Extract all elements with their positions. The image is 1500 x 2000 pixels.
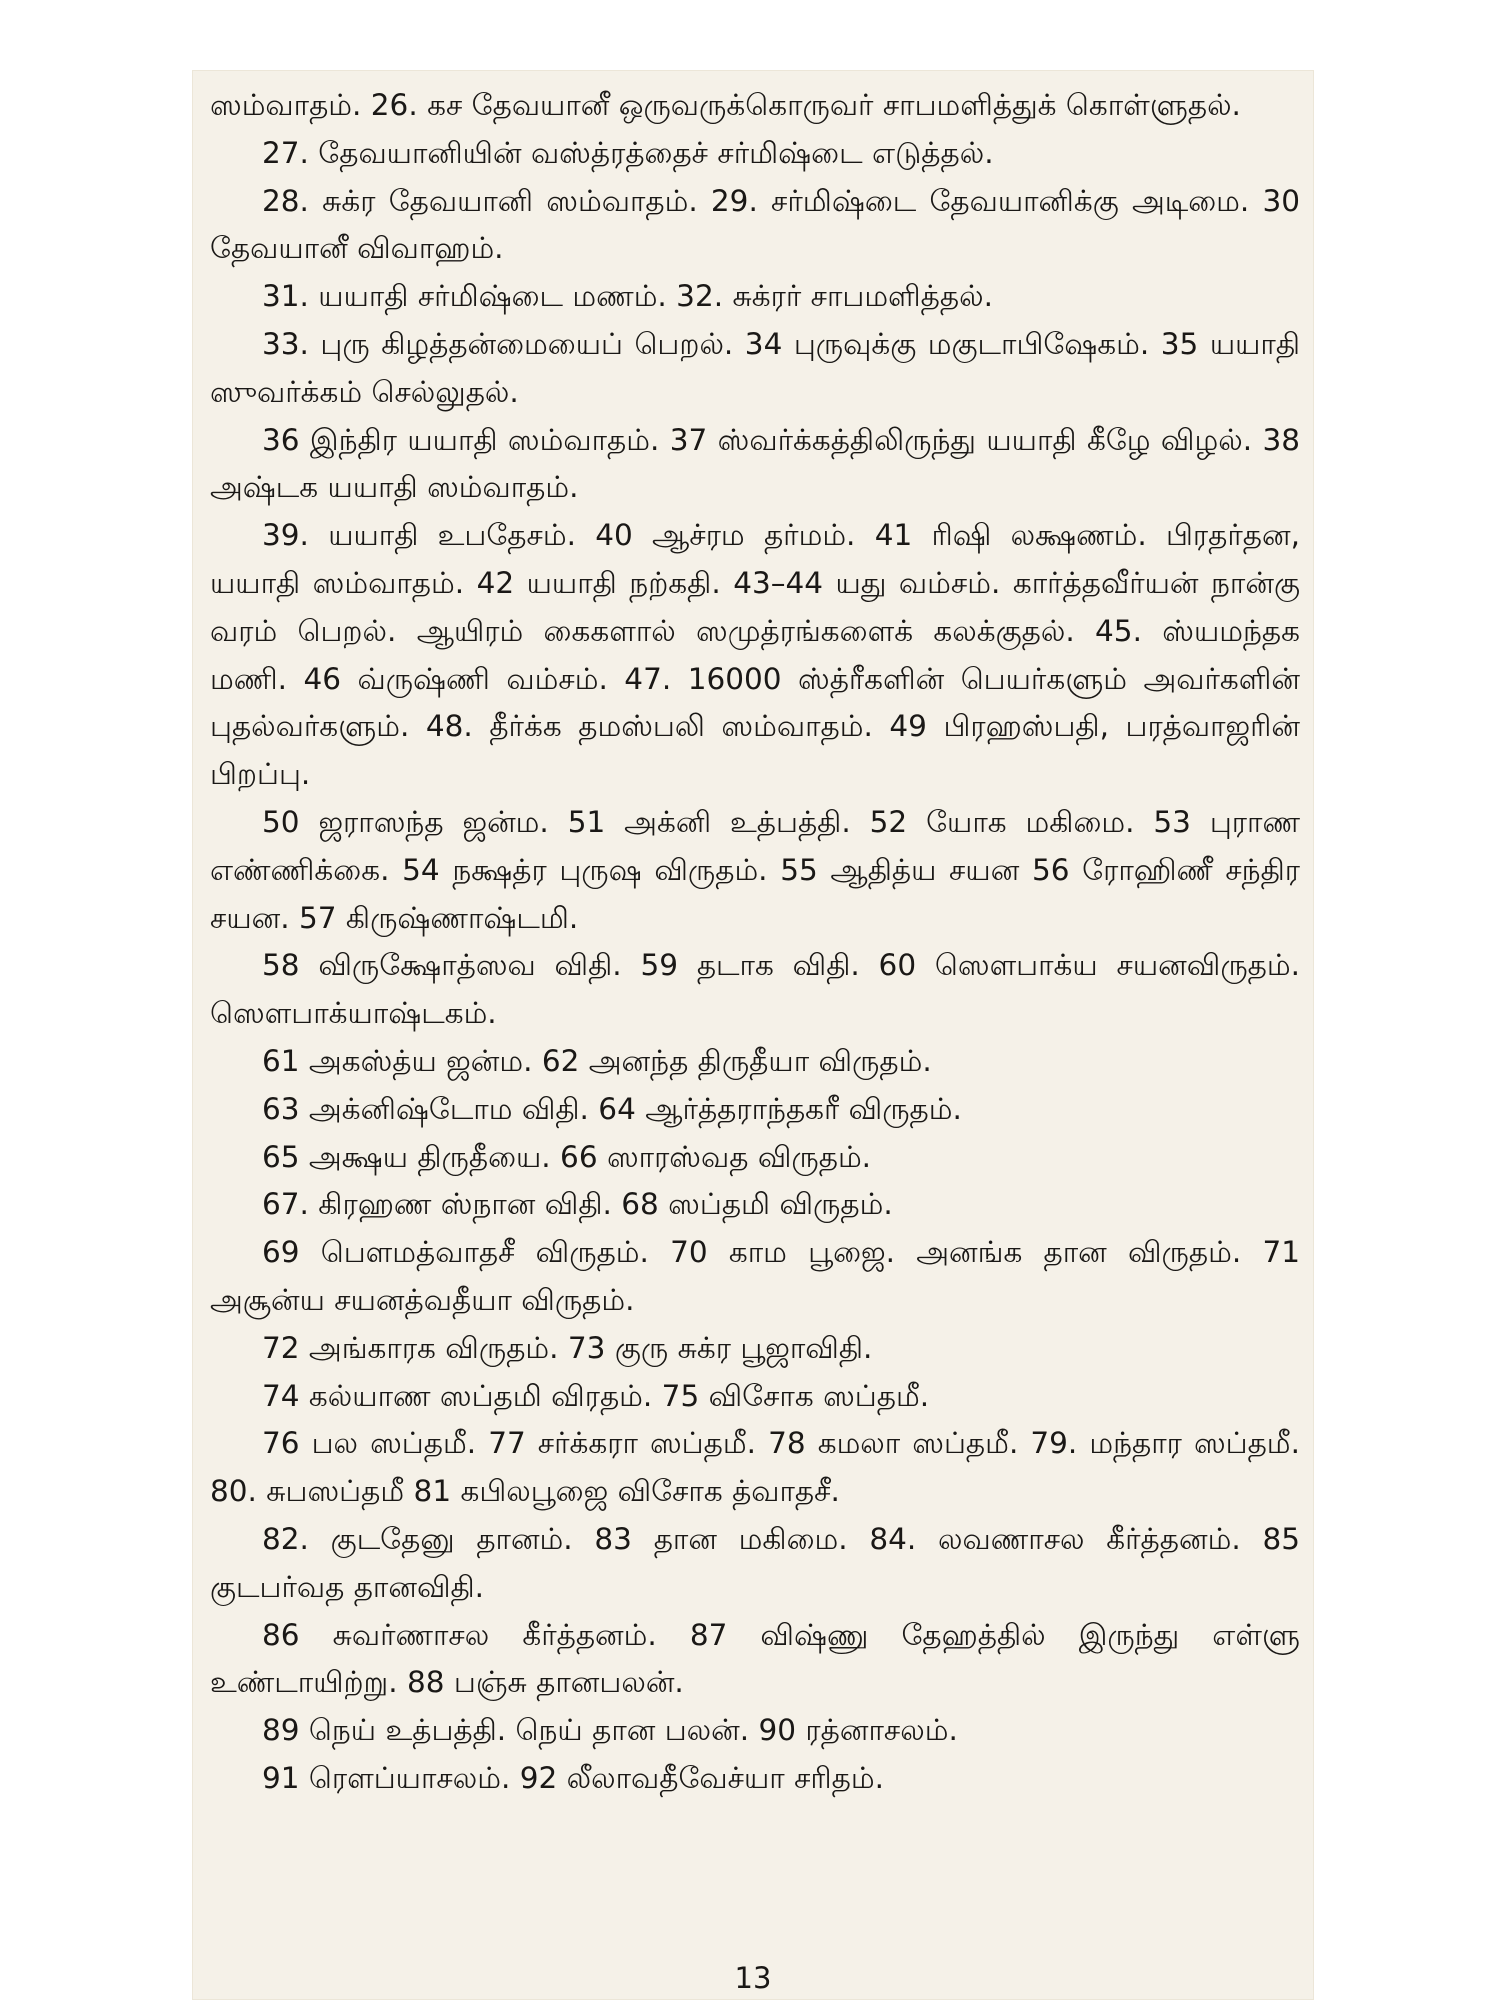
paragraph: 82. குடதேனு தானம். 83 தான மகிமை. 84. லவணாசல கீர்த்தனம். 85 குடபர்வத தானவிதி. bbox=[210, 1521, 1300, 1604]
paragraph: 67. கிரஹண ஸ்நான விதி. 68 ஸப்தமி விருதம். bbox=[262, 1187, 893, 1222]
paragraph: 58 விருக்ஷோத்ஸவ விதி. 59 தடாக விதி. 60 ஸௌபாக்ய சயனவிருதம். ஸௌபாக்யாஷ்டகம். bbox=[210, 948, 1300, 1031]
paragraph: 65 அக்ஷய திருதீயை. 66 ஸாரஸ்வத விருதம். bbox=[262, 1139, 872, 1174]
paragraph: 72 அங்காரக விருதம். 73 குரு சுக்ர பூஜாவிதி. bbox=[262, 1330, 873, 1365]
paragraph: 89 நெய் உத்பத்தி. நெய் தான பலன். 90 ரத்னாசலம். bbox=[262, 1713, 958, 1748]
paragraph: 31. யயாதி சர்மிஷ்டை மணம். 32. சுக்ரர் சாபமளித்தல். bbox=[262, 279, 993, 314]
paragraph: 50 ஜராஸந்த ஜன்ம. 51 அக்னி உத்பத்தி. 52 யோக மகிமை. 53 புராண எண்ணிக்கை. 54 நக்ஷத்ர புருஷ விருதம். 55 ஆதித்ய சயன 56 ரோஹிணீ சந்திர சயன. 57 கிருஷ்ணாஷ்டமி. bbox=[210, 804, 1300, 935]
paragraph: ஸம்வாதம். 26. கச தேவயானீ ஒருவருக்கொருவர் சாபமளித்துக் கொள்ளுதல். bbox=[210, 88, 1241, 122]
paragraph: 91 ரௌப்யாசலம். 92 லீலாவதீவேச்யா சரிதம். bbox=[262, 1760, 884, 1795]
paragraph: 76 பல ஸப்தமீ. 77 சர்க்கரா ஸப்தமீ. 78 கமலா ஸப்தமீ. 79. மந்தார ஸப்தமீ. 80. சுபஸப்தமீ 81 கபிலபூஜை விசோக த்வாதசீ. bbox=[210, 1426, 1300, 1509]
paragraph: 63 அக்னிஷ்டோம விதி. 64 ஆர்த்தராந்தகரீ விருதம். bbox=[262, 1091, 962, 1126]
paragraph: 86 சுவர்ணாசல கீர்த்தனம். 87 விஷ்ணு தேஹத்தில் இருந்து எள்ளு உண்டாயிற்று. 88 பஞ்சு தானபலன். bbox=[210, 1617, 1300, 1700]
paragraph: 27. தேவயானியின் வஸ்த்ரத்தைச் சர்மிஷ்டை எடுத்தல். bbox=[262, 135, 994, 170]
page-number: 13 bbox=[734, 1961, 772, 1995]
paragraph: 39. யயாதி உபதேசம். 40 ஆச்ரம தர்மம். 41 ரிஷி லக்ஷணம். பிரதர்தன, யயாதி ஸம்வாதம். 42 யயாதி நற்கதி. 43–44 யது வம்சம். கார்த்தவீர்யன் நான்கு வரம் பெறல். ஆயிரம் கைகளால் ஸமுத்ரங்களைக் கலக்குதல். 45. ஸ்யமந்தக மணி. 46 வ்ருஷ்ணி வம்சம். 47. 16000 ஸ்த்ரீகளின் பெயர்களும் அவர்களின் புதல்வர்களும். 48. தீர்க்க தமஸ்பலி ஸம்வாதம். 49 பிரஹஸ்பதி, பரத்வாஜரின் பிறப்பு. bbox=[210, 518, 1300, 792]
book-page bbox=[192, 70, 1314, 2000]
paragraph: 69 பௌமத்வாதசீ விருதம். 70 காம பூஜை. அனங்க தான விருதம். 71 அசூன்ய சயனத்வதீயா விருதம். bbox=[210, 1235, 1300, 1317]
paragraph: 33. புரு கிழத்தன்மையைப் பெறல். 34 புருவுக்கு மகுடாபிஷேகம். 35 யயாதி ஸுவர்க்கம் செல்லுதல். bbox=[210, 326, 1300, 409]
paragraph: 28. சுக்ர தேவயானி ஸம்வாதம். 29. சர்மிஷ்டை தேவயானிக்கு அடிமை. 30 தேவயானீ விவாஹம். bbox=[210, 183, 1300, 266]
page-body bbox=[210, 82, 1300, 1803]
paragraph: 36 இந்திர யயாதி ஸம்வாதம். 37 ஸ்வர்க்கத்திலிருந்து யயாதி கீழே விழல். 38 அஷ்டக யயாதி ஸம்வாதம். bbox=[210, 422, 1300, 505]
paragraph: 61 அகஸ்த்ய ஜன்ம. 62 அனந்த திருதீயா விருதம். bbox=[262, 1043, 932, 1078]
paragraph: 74 கல்யாண ஸப்தமி விரதம். 75 விசோக ஸப்தமீ. bbox=[262, 1378, 930, 1413]
